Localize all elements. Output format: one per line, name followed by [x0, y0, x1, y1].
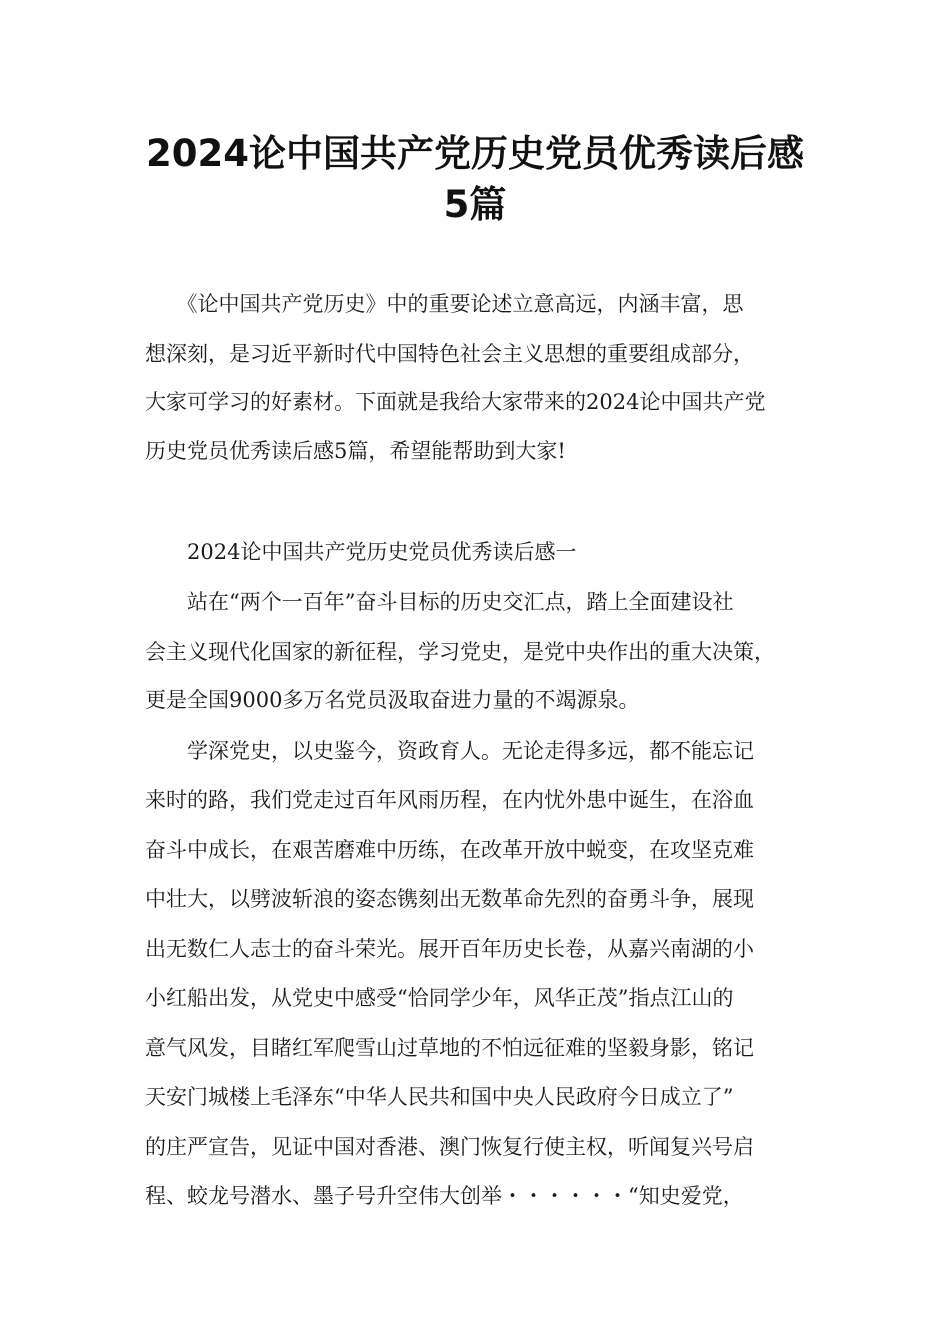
intro-paragraph-line: 《论中国共产党历史》中的重要论述立意高远，内涵丰富，思	[145, 292, 744, 316]
intro-paragraph-line: 想深刻，是习近平新时代中国特色社会主义思想的重要组成部分，	[145, 342, 754, 366]
body-paragraph-line: 站在“两个一百年”奋斗目标的历史交汇点，踏上全面建设社	[145, 590, 734, 614]
body-paragraph-line: 学深党史，以史鉴今，资政育人。无论走得多远，都不能忘记	[145, 739, 754, 763]
intro-paragraph-line: 历史党员优秀读后感5篇，希望能帮助到大家!	[145, 439, 566, 463]
body-paragraph-line: 天安门城楼上毛泽东“中华人民共和国中央人民政府今日成立了”	[145, 1085, 734, 1109]
document-title-line-1: 2024论中国共产党历史党员优秀读后感	[146, 132, 804, 175]
intro-paragraph-line: 大家可学习的好素材。下面就是我给大家带来的2024论中国共产党	[145, 390, 766, 414]
body-paragraph-line: 的庄严宣告，见证中国对香港、澳门恢复行使主权，听闻复兴号启	[145, 1135, 754, 1159]
body-paragraph-line: 意气风发，目睹红军爬雪山过草地的不怕远征难的坚毅身影，铭记	[145, 1036, 754, 1060]
body-paragraph-line: 中壮大，以劈波斩浪的姿态镌刻出无数革命先烈的奋勇斗争，展现	[145, 887, 754, 911]
body-paragraph-line: 程、蛟龙号潜水、墨子号升空伟大创举・・・・・・“知史爱党，	[145, 1184, 744, 1208]
section-heading: 2024论中国共产党历史党员优秀读后感一	[145, 540, 577, 564]
body-paragraph-line: 会主义现代化国家的新征程，学习党史，是党中央作出的重大决策，	[145, 640, 775, 664]
body-paragraph-line: 来时的路，我们党走过百年风雨历程，在内忧外患中诞生，在浴血	[145, 788, 754, 812]
body-paragraph-line: 奋斗中成长，在艰苦磨难中历练，在改革开放中蜕变，在攻坚克难	[145, 838, 754, 862]
document-title-line-2: 5篇	[443, 183, 507, 226]
body-paragraph-line: 小红船出发，从党史中感受“恰同学少年，风华正茂”指点江山的	[145, 986, 734, 1010]
body-paragraph-line: 出无数仁人志士的奋斗荣光。展开百年历史长卷，从嘉兴南湖的小	[145, 937, 754, 961]
body-paragraph-line: 更是全国9000多万名党员汲取奋进力量的不竭源泉。	[145, 688, 640, 712]
